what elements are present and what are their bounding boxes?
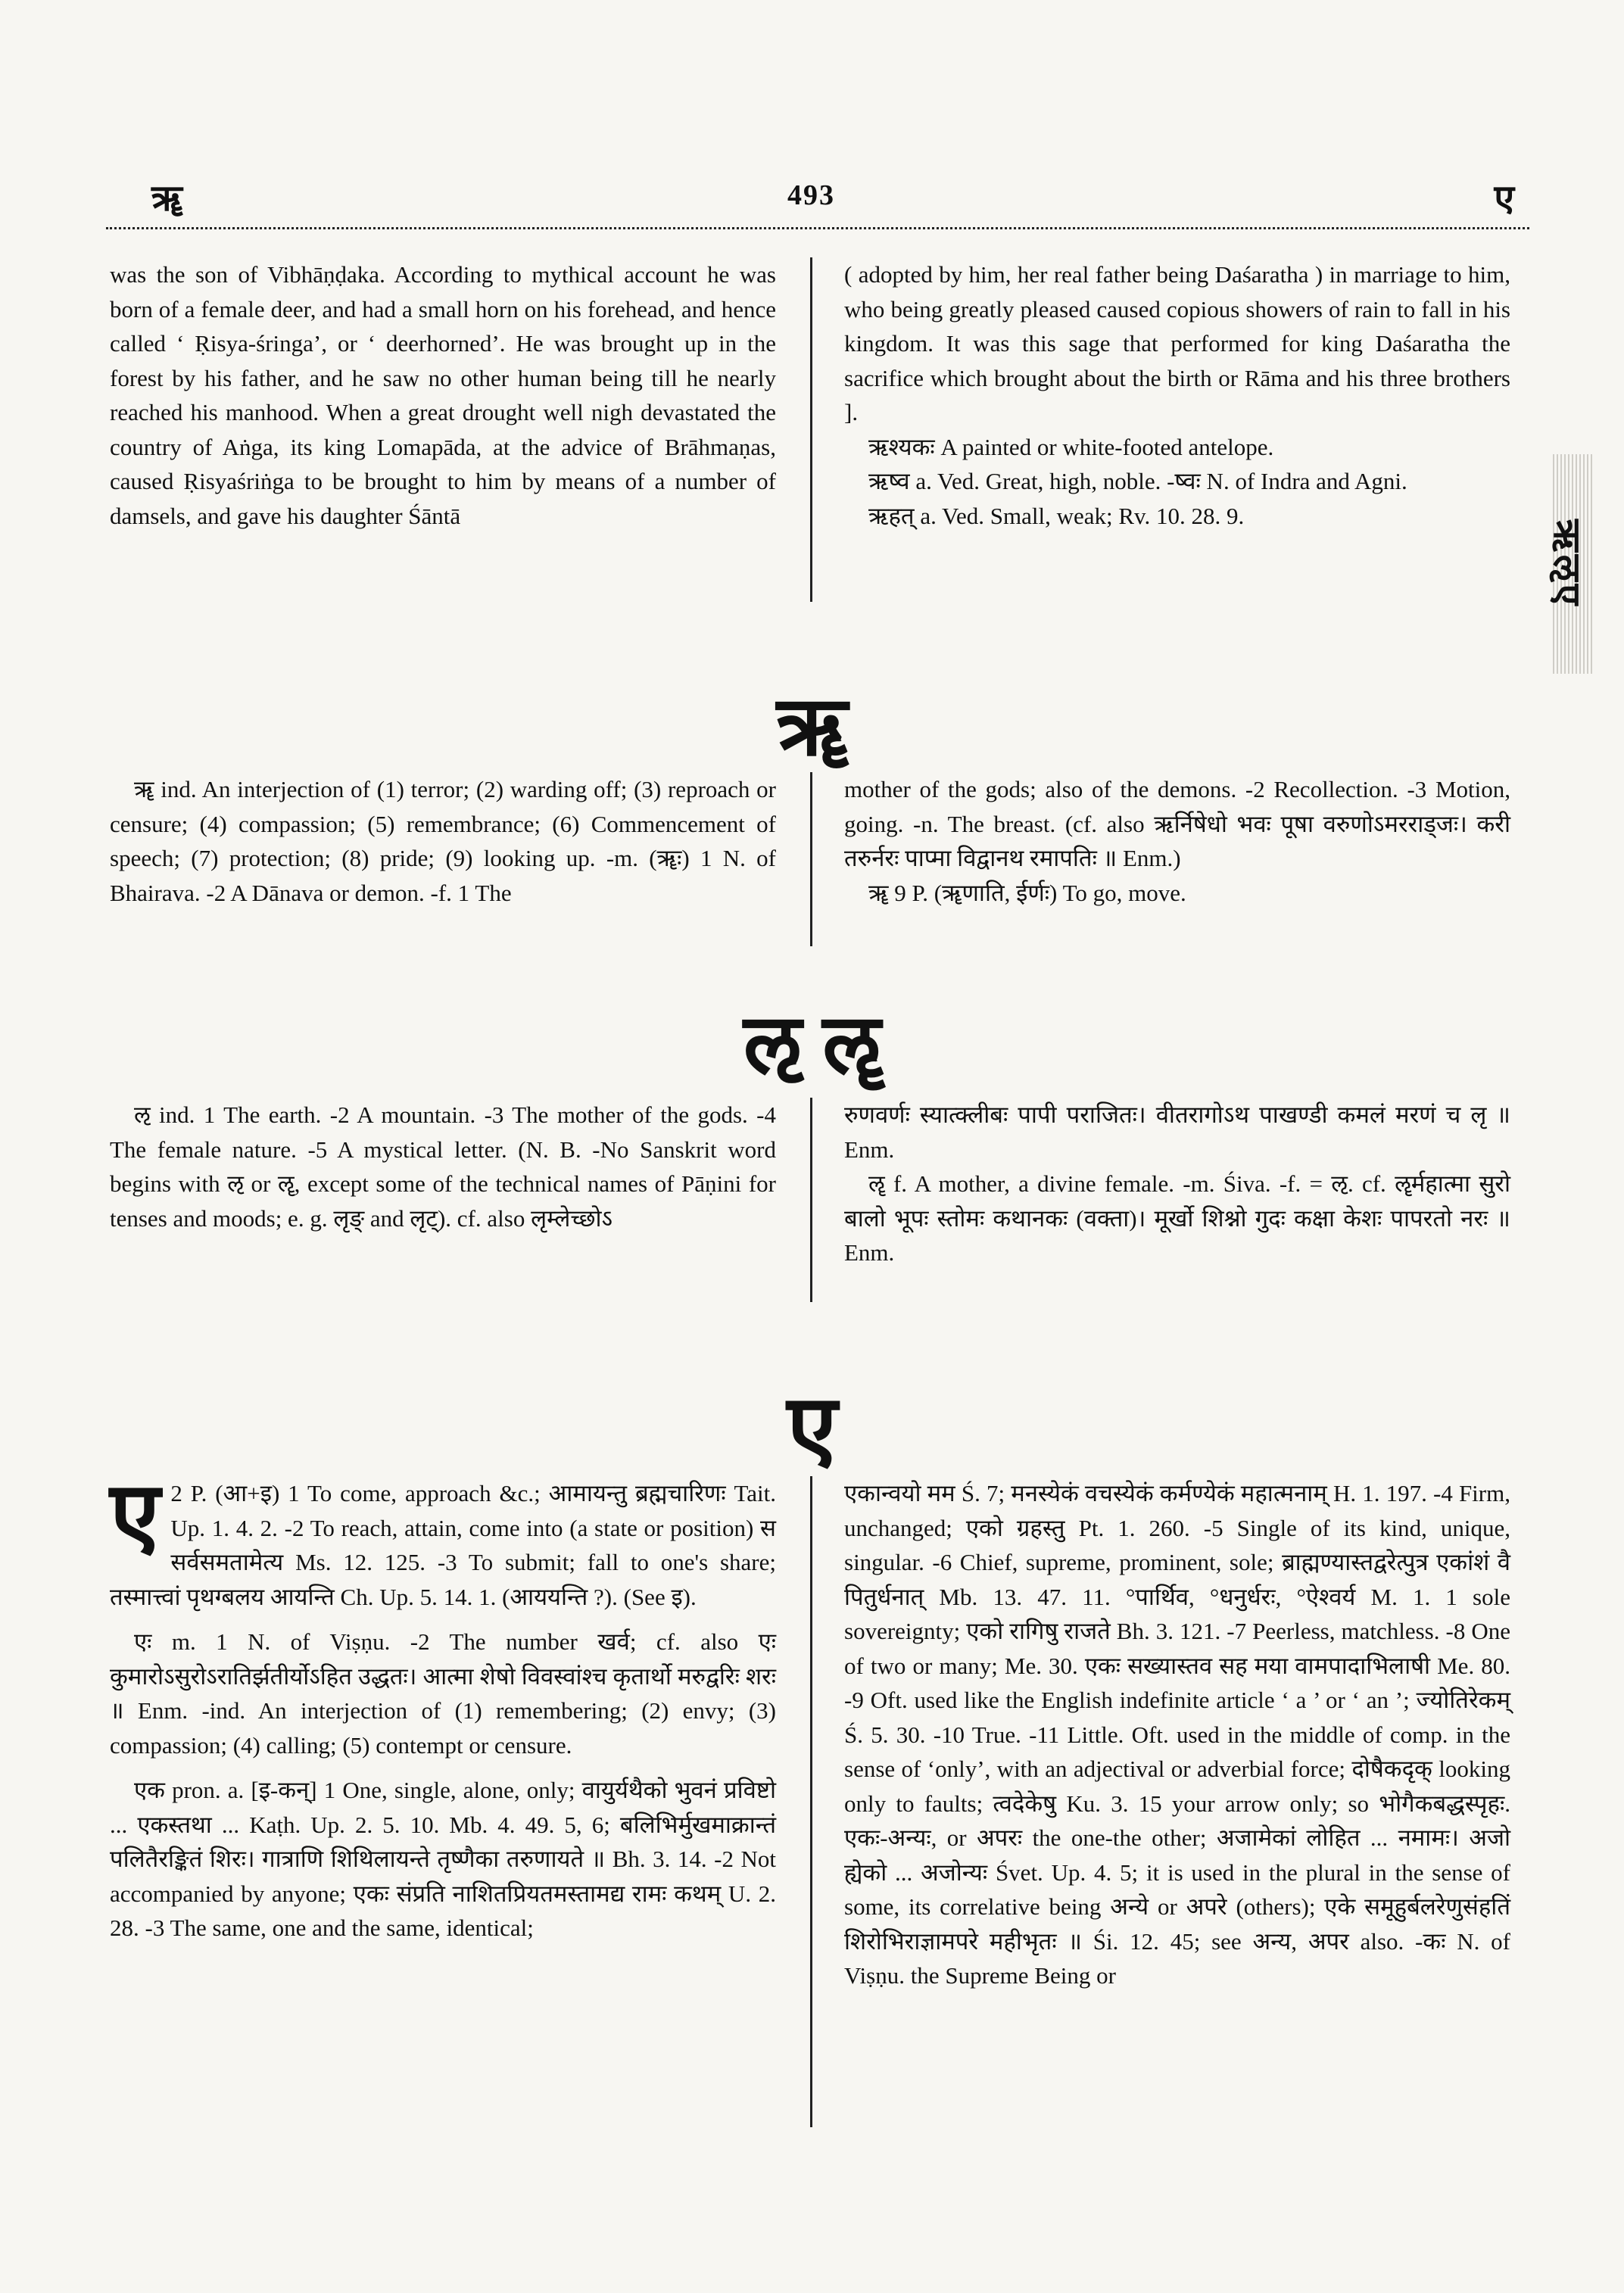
right-column [844,772,1510,910]
left-column [110,1465,776,1946]
right-column [844,257,1510,533]
section-lri [110,1098,1518,1325]
entry-text: was the son of Vibhāṇḍaka. According to mythical account he was born of a female deer, and had a small horn on his forehead, and hence called ‘ Ṛisya-śringa’, or ‘ deerhorned’. He was brought up in the forest by his father, and he saw no other human being till he nearly reached his manhood. When a great drought well nigh devastated the country of Aṅga, its king Lomapāda, at the advice of Brāhmaṇas, caused Ṛisyaśriṅga to be brought to him by means of a number of damsels, and gave his daughter Śāntā [110,261,776,529]
entry-e-verb: 2 P. (आ+इ) 1 To come, approach &c.; आमायन्तु ब्रह्मचारिणः Tait. Up. 1. 4. 2. -2 To reach, attain, come into (a state or position) स सर्वसमतामेत्य Ms. 12. 125. -3 To submit; fall to one's share; तस्मात्त्वां पृथग्बलय आयन्ति Ch. Up. 5. 14. 1. (आययन्ति ?). (See इ). [110,1480,776,1610]
entry-text: ऋष्व a. Ved. Great, high, noble. -ष्वः N. of Indra and Agni. [868,468,1407,494]
page-header [106,173,1529,226]
page-number: 493 [787,179,835,211]
column-divider [810,1476,812,2127]
section-rishyashringa-continuation [110,257,1518,621]
entry-text: ऋहत् a. Ved. Small, weak; Rv. 10. 28. 9. [868,502,1245,529]
left-guide-word: ॠ [151,179,182,219]
dropcap-letter: ए [110,1465,161,1566]
section-heading-e: ए [787,1378,837,1478]
entry-text: ॠ 9 P. (ॠणाति, ईर्णः) To go, move. [868,879,1186,906]
entry-text: रुणवर्णः स्यात्क्लीबः पापी पराजितः। वीतरागोऽथ पाखण्डी कमलं मरणं च लृ ॥ Enm. [844,1101,1510,1163]
right-guide-word: ए [1494,179,1514,219]
column-divider [810,257,812,602]
left-column [110,1098,776,1235]
entry-text: ऋश्यकः A painted or white-footed antelope. [868,433,1274,460]
section-heading-rri: ॠ [776,681,848,773]
side-thumb-index-tab: ऋऌए [1551,454,1593,674]
entry-text: ॠ ind. An interjection of (1) terror; (2) warding off; (3) reproach or censure; (4) compassion; (5) remembrance; (6) Commencement of speech; (7) protection; (8) pride; (9) looking up. -m. (ॠः) 1 N. of Bhairava. -2 A Dānava or demon. -f. 1 The [110,776,776,906]
entry-text: एक pron. a. [इ-कन्] 1 One, single, alone, only; वायुर्यथैको भुवनं प्रविष्टो ... एकस्तथा ... Kaṭh. Up. 2. 5. 10. Mb. 4. 49. 5, 6; बलिभिर्मुखमाक्रान्तं पलितैरङ्कितं शिरः। गात्राणि शिथिलायन्ते तृष्णैका तरुणायते ॥ Bh. 3. 14. -2 Not accompanied by anyone; एकः संप्रति नाशितप्रियतमस्तामद्य रामः कथम् U. 2. 28. -3 The same, one and the same, identical; [110,1777,776,1941]
section-rri [110,772,1518,984]
entry-text [110,1465,776,1614]
left-column [110,257,776,533]
entry-text: ॡ f. A mother, a divine female. -m. Śiva. -f. = ऌ. cf. ॡर्महात्मा सुरो बालो भूपः स्तोमः कथानकः (वक्ता)। मूर्खो शिश्नो गुदः कक्षा केशः पापरतो नरः ॥ Enm. [844,1170,1510,1266]
column-divider [810,1098,812,1302]
entry-text: ( adopted by him, her real father being Daśaratha ) in marriage to him, who being greatly pleased caused copious showers of rain to fall in his kingdom. It was this sage that performed for king Daśaratha the sacrifice which brought about the birth or Rāma and his three brothers ]. [844,261,1510,425]
entry-text: एः m. 1 N. of Viṣṇu. -2 The number खर्व; cf. also एः कुमारोऽसुरोऽरातिर्झतीर्योऽहित उद्धतः। आत्मा शेषो विवस्वांश्च कृतार्थो मरुद्वरिः शरः ॥ Enm. -ind. An interjection of (1) remembering; (2) envy; (3) compassion; (4) calling; (5) contempt or censure. [110,1628,776,1759]
section-heading-lri: ऌ ॡ [743,999,881,1091]
left-column [110,772,776,910]
header-rule [106,227,1529,229]
right-column [844,1098,1510,1270]
entry-text: mother of the gods; also of the demons. -2 Recollection. -3 Motion, going. -n. The breast. (cf. also ऋर्निषेधो भवः पूषा वरुणोऽमरराड्जः। करी तरुर्नरः पाप्मा विद्वानथ रमापतिः ॥ Enm.) [844,776,1510,871]
section-e [110,1465,1518,2233]
entry-text: ऌ ind. 1 The earth. -2 A mountain. -3 The mother of the gods. -4 The female nature. -5 A mystical letter. (N. B. -No Sanskrit word begins with ऌ or ॡ, except some of the technical names of Pāṇini for tenses and moods; e. g. लृङ् and लृट्). cf. also लृम्लेच्छोऽ [110,1101,776,1232]
column-divider [810,772,812,946]
entry-text: एकान्वयो मम Ś. 7; मनस्येकं वचस्येकं कर्मण्येकं महात्मनाम् H. 1. 197. -4 Firm, unchanged; एको ग्रहस्तु Pt. 1. 260. -5 Single of its kind, unique, singular. -6 Chief, supreme, prominent, sole; ब्राह्मण्यास्तद्वरेत्पुत्र एकांशं वै पितुर्धनात् Mb. 13. 47. 11. °पार्थिव, °धनुर्धरः, °ऐश्वर्य M. 1. 1 sole sovereignty; एको रागिषु राजते Bh. 3. 121. -7 Peerless, matchless. -8 One of two or many; Me. 30. एकः सख्यास्तव सह मया वामपादाभिलाषी Me. 80. -9 Oft. used like the English indefinite article ‘ a ’ or ‘ an ’; ज्योतिरेकम् Ś. 5. 30. -10 True. -11 Little. Oft. used in the middle of comp. in the sense of ‘only’, with an adjectival or adverbial force; दोषैकदृक् looking only to faults; त्वदेकेषु Ku. 3. 15 your arrow only; so भोगैकबद्धस्पृहः. एकः-अन्यः, or अपरः the one-the other; अजामेकां लोहित ... नमामः। अजो ह्येको ... अजोन्यः Śvet. Up. 4. 5; it is used in the plural in the sense of some, its correlative being अन्ये or अपरे (others); एके समूहुर्बलरेणुसंहतिं शिरोभिराज्ञामपरे महीभृतः ॥ Śi. 12. 45; see अन्य, अपर also. -कः N. of Viṣṇu. the Supreme Being or [844,1480,1510,1989]
right-column [844,1476,1510,1993]
